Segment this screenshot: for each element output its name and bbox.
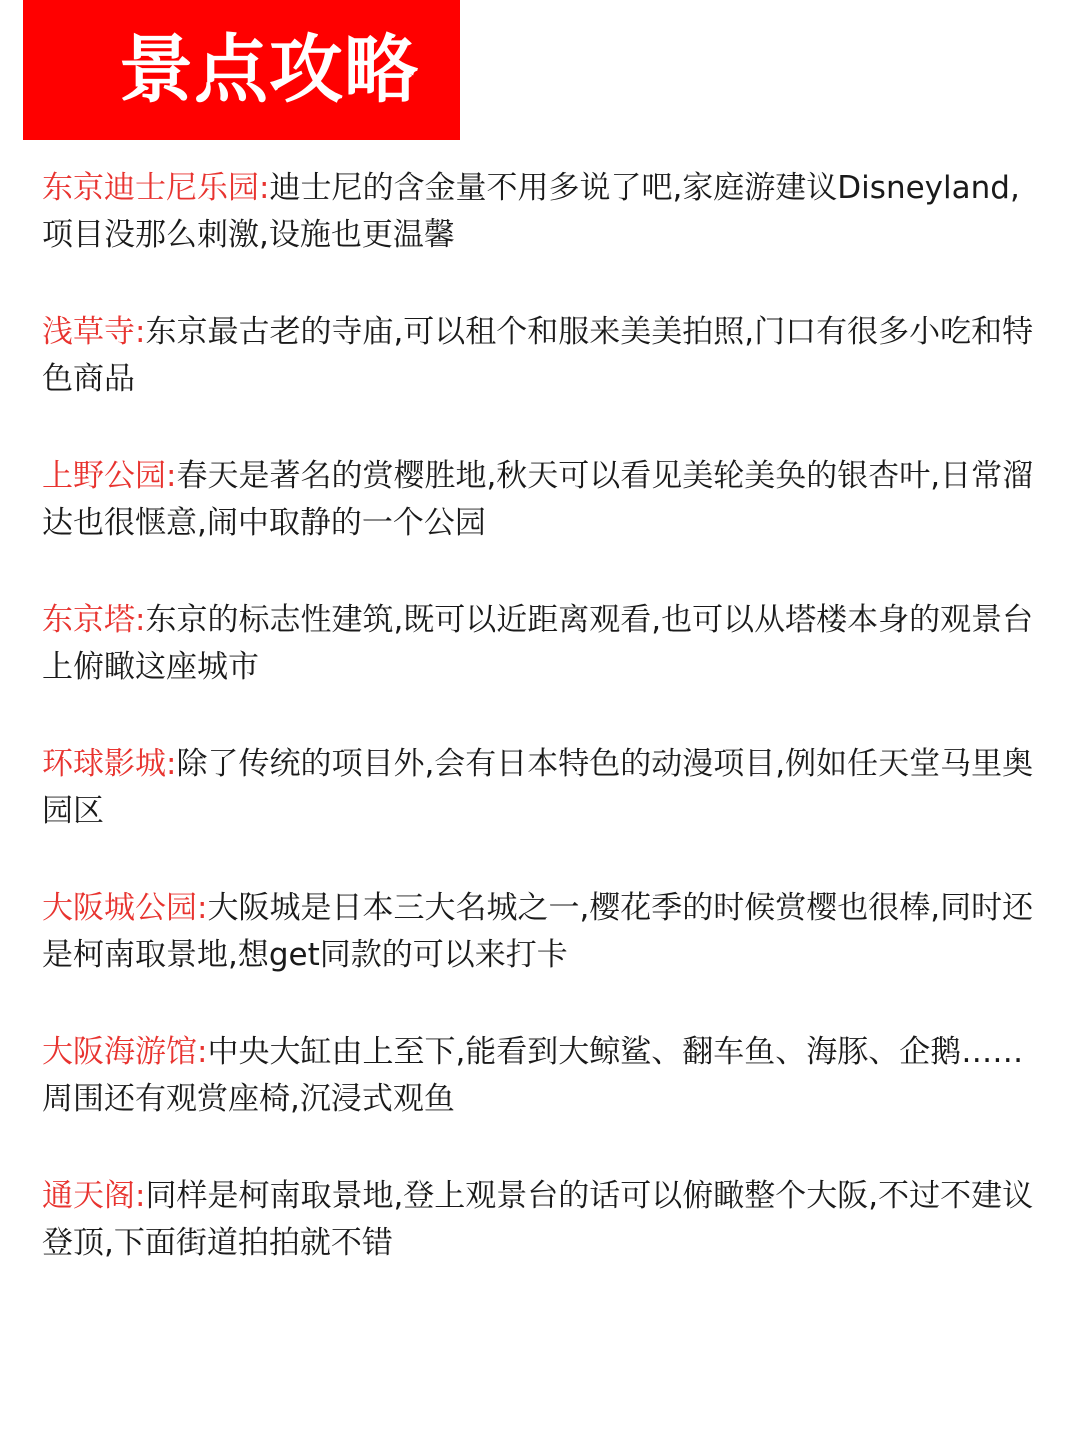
attraction-description: 大阪城是日本三大名城之一,樱花季的时候赏樱也很棒,同时还是柯南取景地,想get同款的可以来打卡	[42, 890, 1034, 973]
attraction-name: 通天阁:	[42, 1178, 146, 1214]
attraction-name: 大阪海游馆:	[42, 1034, 208, 1070]
attraction-description: 同样是柯南取景地,登上观景台的话可以俯瞰整个大阪,不过不建议登顶,下面街道拍拍就不错	[42, 1178, 1034, 1261]
attraction-description: 东京的标志性建筑,既可以近距离观看,也可以从塔楼本身的观景台上俯瞰这座城市	[42, 602, 1034, 685]
attraction-list	[42, 165, 1042, 1317]
attraction-item	[42, 1029, 1042, 1173]
attraction-description: 除了传统的项目外,会有日本特色的动漫项目,例如任天堂马里奥园区	[42, 746, 1034, 829]
attraction-description: 东京最古老的寺庙,可以租个和服来美美拍照,门口有很多小吃和特色商品	[42, 314, 1034, 397]
attraction-name: 上野公园:	[42, 458, 177, 494]
attraction-item	[42, 885, 1042, 1029]
attraction-name: 大阪城公园:	[42, 890, 208, 926]
attraction-name: 浅草寺:	[42, 314, 146, 350]
attraction-item	[42, 453, 1042, 597]
attraction-description: 迪士尼的含金量不用多说了吧,家庭游建议Disneyland,项目没那么刺激,设施也更温馨	[42, 170, 1020, 253]
attraction-name: 东京塔:	[42, 602, 146, 638]
attraction-name: 东京迪士尼乐园:	[42, 170, 270, 206]
attraction-item	[42, 309, 1042, 453]
title-banner	[23, 0, 460, 140]
attraction-item	[42, 741, 1042, 885]
attraction-item	[42, 165, 1042, 309]
attraction-name: 环球影城:	[42, 746, 177, 782]
attraction-item	[42, 1173, 1042, 1317]
attraction-description: 中央大缸由上至下,能看到大鲸鲨、翻车鱼、海豚、企鹅……周围还有观赏座椅,沉浸式观鱼	[42, 1034, 1024, 1117]
page-title: 景点攻略	[119, 27, 419, 113]
attraction-item	[42, 597, 1042, 741]
attraction-description: 春天是著名的赏樱胜地,秋天可以看见美轮美奂的银杏叶,日常溜达也很惬意,闹中取静的一个公园	[42, 458, 1034, 541]
